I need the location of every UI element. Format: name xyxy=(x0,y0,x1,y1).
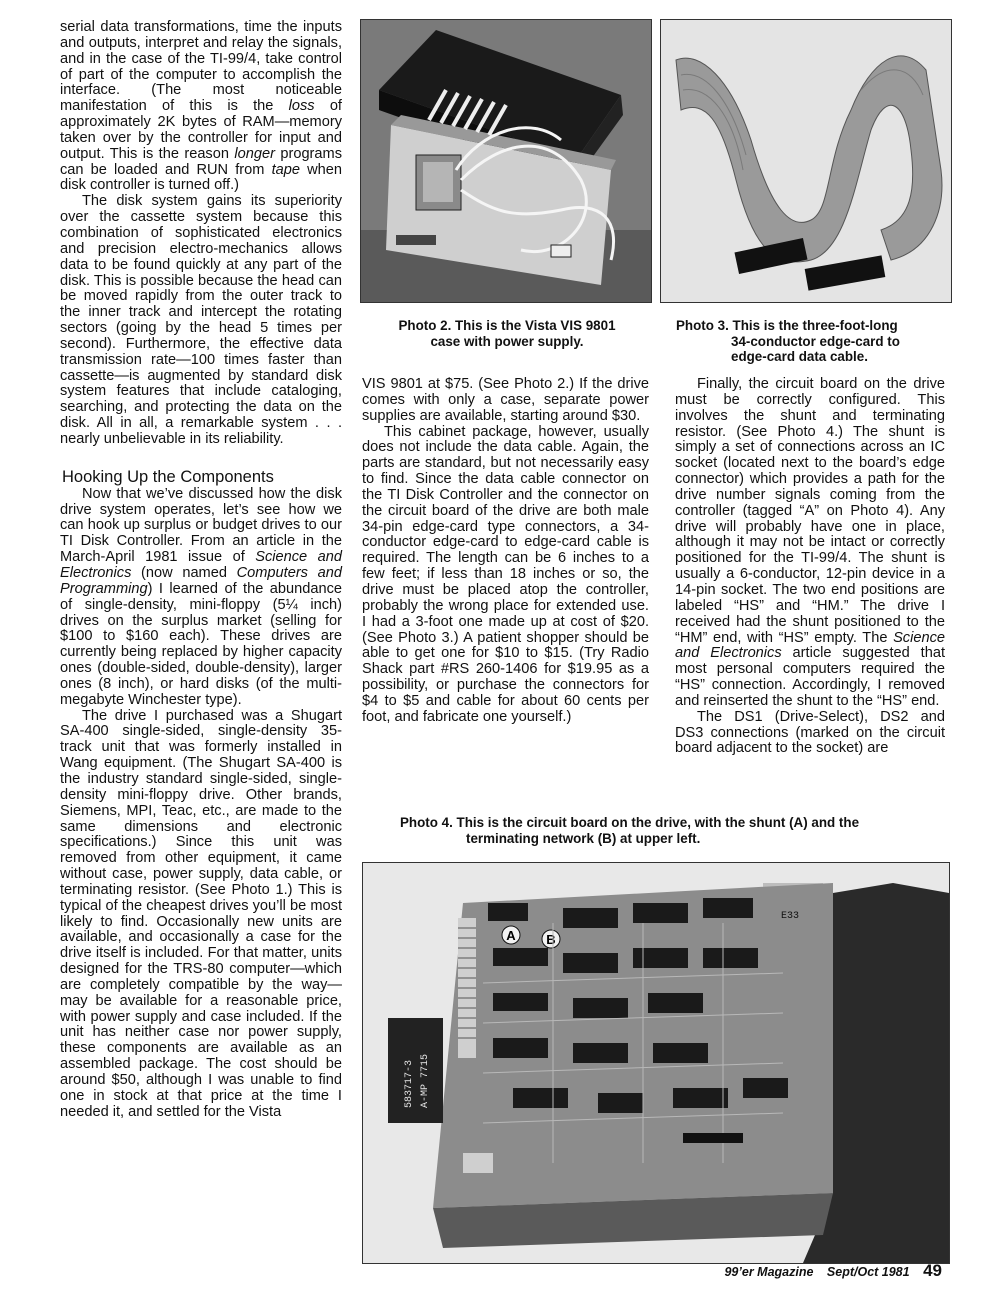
top-right-label: E33 xyxy=(781,911,800,922)
paragraph: This cabinet package, however, usually does not include the data cable. Again, the parts are standard, but not necessarily easy to find. Since the data cable connector on the TI Disk Controller and the connector on the circuit board of the drive are both male 34-pin edge-card type connectors, a 34-conductor edge-card to edge-card cable is required. The length can be 6 inches to a few feet; if less than 18 inches or so, the drive must be placed atop the controller, probably the wrong place for extended use. I had a 3-foot one made up at cost of $20. (See Photo 3.) A patient shopper should be able to get one for $10 to $15. (Try Radio Shack part #RS 260-1406 for $19.95 as a possibility, or purchase the connectors for $4 to $5 and cable for about 60 cents per foot, and fabricate one yourself.) xyxy=(362,423,649,725)
paragraph: The disk system gains its superiority over the cassette system because this combination of sophisticated electronics and precision electro-mechanics allows data to be found quickly at any part of the disk. This is possible because the head can be moved rapidly from the outer track to the inner track and intercept the rotating sectors (going by the head 5 times per second). Furthermore, the effective data transmission rate—100 times faster than cassette—is augmented by standard disk system features that include cataloging, searching, and protecting the data on the disk. All in all, a remarkable system . . . nearly unbelievable in its reliability. xyxy=(60,193,342,447)
caption-line: terminating network (B) at upper left. xyxy=(466,830,701,846)
column-left xyxy=(60,20,342,1121)
column-middle xyxy=(362,377,649,726)
page-number: 49 xyxy=(923,1261,942,1280)
issue-date: Sept/Oct 1981 xyxy=(826,1265,910,1279)
paragraph: VIS 9801 at $75. (See Photo 2.) If the drive comes with only a case, separate power supplies are available, starting around $30. xyxy=(362,376,649,424)
chip-label-1: 583717-3 xyxy=(404,1059,415,1108)
section-heading: Hooking Up the Components xyxy=(62,467,274,486)
paragraph: Finally, the circuit board on the drive must be correctly configured. This involves the shunt and terminating resistor. (See Photo 4.) The shunt is simply a set of connections across an IC socket (located next to the board’s edge connector) which provides a path for the drive number signals coming from the controller (tagged “A” on Photo 4). Any drive will probably have one in place, although it may not be intact or correctly positioned for the TI-99/4. The shunt is usually a 6-conductor, 12-pin device in a 14-pin socket. The two end positions are labeled “HS” and “HM.” The drive I received had the shunt positioned to the “HM” end, with “HS” empty. The Science and Electronics article suggested that most personal computers required the “HS” connection. Accordingly, I removed and reinserted the shunt to the “HS” end. xyxy=(675,376,945,709)
caption-line: Photo 3. This is the three-foot-long xyxy=(676,318,898,333)
photo-3-data-cable xyxy=(660,19,952,303)
caption-line: Photo 2. This is the Vista VIS 9801 xyxy=(398,318,616,333)
caption-photo-4 xyxy=(370,815,960,846)
caption-line: 34-conductor edge-card to xyxy=(731,333,900,349)
caption-line: Photo 4. This is the circuit board on the drive, with the shunt (A) and the xyxy=(400,815,860,830)
caption-photo-3 xyxy=(662,318,950,365)
vista-case-illustration xyxy=(361,20,651,302)
chip-label-2: A-MP 7715 xyxy=(420,1053,431,1108)
paragraph: The DS1 (Drive-Select), DS2 and DS3 connections (marked on the circuit board adjacent to the socket) are xyxy=(675,708,945,757)
network-marker-b: B xyxy=(546,932,556,947)
caption-line: case with power supply. xyxy=(430,333,584,349)
photo-4-circuit-board xyxy=(362,862,950,1264)
ribbon-cable-illustration xyxy=(661,20,951,302)
magazine-name: 99’er Magazine xyxy=(724,1265,814,1279)
photo-2-vista-case xyxy=(360,19,652,303)
caption-line: edge-card data cable. xyxy=(731,349,868,364)
page-footer xyxy=(724,1261,942,1281)
paragraph: Now that we’ve discussed how the disk drive system operates, let’s see how we can hook up surplus or budget drives to our TI Disk Controller. From an article in the March-April 1981 issue of Science and Electronics (now named Computers and Programming) I learned of the abundance of single-density, mini-floppy (5¼ inch) drives on the surplus market (selling for $100 to $160 each). These drives are currently being replaced by higher capacity ones (double-sided, double-density), larger ones (8 inch), or hard disks (of the multi-megabyte Winchester type). xyxy=(60,485,343,708)
caption-photo-2 xyxy=(362,318,652,349)
paragraph: The drive I purchased was a Shugart SA-400 single-sided, single-density 35-track unit that was formerly installed in Wang equipment. (The Shugart SA-400 is the industry standard single-sided, single-density mini-floppy drive. Other brands, Siemens, MPI, Teac, etc., are made to the same dimensions and electronic specifications.) Since this unit was removed from other equipment, it came without case, power supply, data cable, or terminating resistor. (See Photo 1.) This is typical of the cheapest drives you’ll be most likely to find. Occasionally new units are available, and occasionally a case for the drive itself is included. For that matter, units designed for the TRS-80 computer—which are completely compatible by the way—may be available for a reasonable price, with power supply and case included. If the unit has neither case nor power supply, these components are available as an assembled package. The cost should be around $50, although I was unable to find one in stock at that price at the time I needed it, and settled for the Vista xyxy=(60,707,342,1120)
shunt-marker-a: A xyxy=(506,928,516,943)
circuit-board-illustration xyxy=(363,863,949,1263)
paragraph: serial data transformations, time the inputs and outputs, interpret and relay the signals, and in the case of the TI-99/4, take control of part of the computer to accomplish the interface. (The most noticeable manifestation of this is the loss of approximately 2K bytes of RAM—memory taken over by the controller for input and output. This is the reason longer programs can be loaded and RUN from tape when disk controller is turned off.) xyxy=(60,19,342,194)
column-right xyxy=(675,377,945,757)
